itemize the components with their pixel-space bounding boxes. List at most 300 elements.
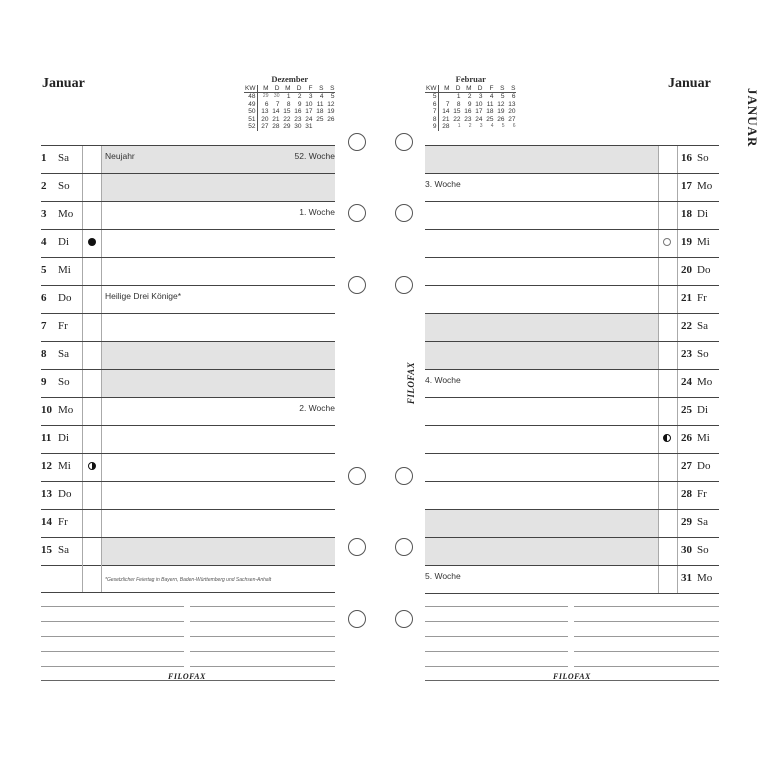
day-name: Sa <box>58 152 69 164</box>
column-divider <box>658 566 659 593</box>
left_page.mini_cal-week-row <box>244 123 335 131</box>
day-number: 7 <box>41 320 47 332</box>
column-divider <box>658 230 659 257</box>
note-line <box>425 666 568 667</box>
column-divider <box>101 342 102 369</box>
binder-hole <box>348 467 366 485</box>
week-number: 2. Woche <box>299 403 335 413</box>
right_page.mini_cal-day-cell: 6 <box>425 101 439 109</box>
column-divider <box>658 258 659 285</box>
day-number: 21 <box>681 292 692 304</box>
day-name: Sa <box>697 516 708 528</box>
left_page.mini_cal-day-cell: 23 <box>294 115 302 123</box>
right_page.mini_cal-day-cell: 2 <box>467 93 472 100</box>
day-number: 1 <box>41 152 47 164</box>
column-divider <box>658 202 659 229</box>
note-line <box>425 636 568 637</box>
right_page.mini_cal-day-cell: 5 <box>501 123 505 129</box>
left_page.mini_cal-day-cell: 31 <box>305 123 313 130</box>
day-name: Do <box>58 488 72 500</box>
column-divider <box>101 454 102 481</box>
day-row[interactable] <box>425 146 719 174</box>
day-name: Di <box>697 404 708 416</box>
day-row[interactable] <box>425 342 719 370</box>
new-moon-icon <box>88 238 96 246</box>
day-row[interactable] <box>41 314 335 342</box>
day-row[interactable] <box>41 174 335 202</box>
note-line <box>190 636 335 637</box>
right_page.mini_cal-day-cell: 24 <box>475 115 483 123</box>
note-line <box>190 606 335 607</box>
day-row[interactable] <box>425 230 719 258</box>
day-number: 29 <box>681 516 692 528</box>
left_page.mini_cal-day-cell: 49 <box>244 101 258 109</box>
right_page.mini_cal-day-cell: 6 <box>512 123 516 129</box>
column-divider <box>677 342 678 369</box>
left_page.mini_cal-week-row <box>244 116 335 124</box>
column-divider <box>677 482 678 509</box>
day-row[interactable] <box>425 426 719 454</box>
right_page.mini_cal-day-cell: 17 <box>475 108 483 115</box>
day-number: 28 <box>681 488 692 500</box>
right_page.mini_cal-day-cell: 1 <box>457 123 461 129</box>
right_page.mini_cal-day-cell: 26 <box>497 115 505 123</box>
left_page.mini_cal-header-row <box>244 85 335 93</box>
day-row[interactable] <box>41 146 335 174</box>
column-divider <box>82 146 83 173</box>
week-number: 4. Woche <box>425 375 461 385</box>
right_page.mini_cal-header-cell: M <box>461 85 472 93</box>
left_page.mini_cal-day-cell: 6 <box>264 100 269 108</box>
day-name: So <box>58 376 70 388</box>
note-line <box>41 651 184 652</box>
column-divider <box>658 286 659 313</box>
weekend-shading <box>101 538 335 565</box>
right_page.mini_cal-title: Februar <box>455 74 486 84</box>
left_page.mini_cal-title: Dezember <box>271 74 309 84</box>
weekend-shading <box>101 370 335 397</box>
day-name: Fr <box>697 488 707 500</box>
day-name: Sa <box>697 320 708 332</box>
day-number: 10 <box>41 404 52 416</box>
column-divider <box>101 398 102 425</box>
column-divider <box>82 454 83 481</box>
left_page.mini_cal-day-cell: 20 <box>261 115 269 123</box>
day-name: Mo <box>697 572 713 584</box>
right_page.mini_cal-day-cell: 9 <box>425 123 439 131</box>
column-divider <box>658 510 659 537</box>
left_page.mini_cal-day-cell: 13 <box>261 108 269 115</box>
day-number: 25 <box>681 404 692 416</box>
day-number: 19 <box>681 236 692 248</box>
column-divider <box>101 370 102 397</box>
column-divider <box>82 286 83 313</box>
day-number: 4 <box>41 236 47 248</box>
day-name: Mi <box>58 460 71 472</box>
column-divider <box>101 510 102 537</box>
day-number: 8 <box>41 348 47 360</box>
note-line <box>41 606 184 607</box>
day-number: 26 <box>681 432 692 444</box>
weekend-shading <box>425 314 659 341</box>
column-divider <box>82 398 83 425</box>
right_page.mini_cal-header-cell: KW <box>425 85 439 93</box>
left-month-title: Januar <box>42 76 85 91</box>
right_page.mini_cal-week-row <box>425 123 516 131</box>
day-row[interactable] <box>425 510 719 538</box>
day-row[interactable] <box>425 566 719 594</box>
day-number: 3 <box>41 208 47 220</box>
left_page.mini_cal-header-cell: D <box>291 85 302 93</box>
right_page.mini_cal-day-cell: 21 <box>442 115 450 123</box>
day-row[interactable] <box>41 258 335 286</box>
binder-hole <box>395 204 413 222</box>
note-line <box>574 651 719 652</box>
day-number: 14 <box>41 516 52 528</box>
note-line <box>574 666 719 667</box>
week-number: 3. Woche <box>425 179 461 189</box>
day-name: Sa <box>58 544 69 556</box>
day-name: Mo <box>697 180 713 192</box>
left_page.mini_cal-day-cell: 29 <box>262 93 269 99</box>
right_page.mini_cal-header-cell: M <box>439 85 451 93</box>
left_page.mini_cal-header-cell: M <box>258 85 270 93</box>
right_page.mini_cal-day-cell: 5 <box>500 93 505 100</box>
column-divider <box>101 258 102 285</box>
side-tab-label: JANUAR <box>745 88 760 148</box>
day-number: 9 <box>41 376 47 388</box>
right_page.mini_cal-day-cell: 28 <box>442 123 450 130</box>
column-divider <box>82 202 83 229</box>
column-divider <box>101 230 102 257</box>
right_page.mini_cal-day-cell: 3 <box>478 93 483 100</box>
day-name: Mo <box>697 376 713 388</box>
column-divider <box>82 342 83 369</box>
right_page.mini_cal-day-cell: 16 <box>464 108 472 115</box>
column-divider <box>658 342 659 369</box>
column-divider <box>677 314 678 341</box>
left_page.mini_cal-day-cell: 25 <box>316 115 324 123</box>
left_page.mini_cal-day-cell: 17 <box>305 108 313 115</box>
day-name: Fr <box>697 292 707 304</box>
right_page.mini_cal-day-cell: 22 <box>453 115 461 123</box>
column-divider <box>658 398 659 425</box>
left-footnote-row <box>41 565 335 593</box>
day-row[interactable] <box>41 454 335 482</box>
day-row[interactable] <box>41 482 335 510</box>
left_page.mini_cal-day-cell: 14 <box>272 108 280 115</box>
left_page.mini_cal-day-cell <box>324 123 335 131</box>
left-filofax-logo: FILOFAX <box>168 672 206 681</box>
right_page.mini_cal-day-cell: 10 <box>475 100 483 108</box>
day-number: 24 <box>681 376 692 388</box>
right_page.mini_cal-day-cell: 5 <box>425 93 439 101</box>
day-name: Fr <box>58 516 68 528</box>
column-divider <box>101 314 102 341</box>
binder-hole <box>395 538 413 556</box>
right_page.mini_cal-day-cell: 4 <box>490 123 494 129</box>
left_page.mini_cal-header-cell: S <box>324 85 335 93</box>
right_page.mini_cal-day-cell: 8 <box>425 116 439 124</box>
left_page.mini_cal-day-cell: 28 <box>272 123 280 130</box>
right_page.mini_cal-week-row <box>425 116 516 124</box>
right_page.mini_cal-day-cell: 25 <box>486 115 494 123</box>
column-divider <box>82 258 83 285</box>
column-divider <box>82 426 83 453</box>
left_page.mini_cal-day-cell: 26 <box>327 115 335 123</box>
weekend-shading <box>425 342 659 369</box>
day-row[interactable] <box>425 258 719 286</box>
day-number: 30 <box>681 544 692 556</box>
day-name: Do <box>58 292 72 304</box>
day-name: Mo <box>58 404 74 416</box>
column-divider <box>677 286 678 313</box>
right_page.mini_cal-day-cell: 19 <box>497 108 505 115</box>
left_page.mini_cal-week-row <box>244 108 335 116</box>
column-divider <box>677 510 678 537</box>
note-line <box>41 666 184 667</box>
weekend-shading <box>101 342 335 369</box>
left_page.mini_cal-day-cell: 27 <box>261 123 269 130</box>
day-name: Mo <box>58 208 74 220</box>
left_page.mini_cal-day-cell: 9 <box>297 100 302 108</box>
column-divider <box>658 146 659 173</box>
right_page.mini_cal-day-cell: 7 <box>445 100 450 108</box>
left_page.mini_cal-header-cell: F <box>302 85 313 93</box>
day-name: Fr <box>58 320 68 332</box>
column-divider <box>82 230 83 257</box>
mini-calendar-december <box>244 76 335 131</box>
left_page.mini_cal-day-cell: 11 <box>316 100 324 108</box>
column-divider <box>658 482 659 509</box>
binder-hole <box>348 133 366 151</box>
right_page.mini_cal-day-cell: 20 <box>508 108 516 115</box>
right_page.mini_cal-header-cell: F <box>483 85 494 93</box>
day-name: Mi <box>58 264 71 276</box>
binder-hole <box>348 276 366 294</box>
full-moon-icon <box>663 238 671 246</box>
last-moon-icon <box>663 434 671 442</box>
left_page.mini_cal-day-cell: 15 <box>283 108 291 115</box>
column-divider <box>101 426 102 453</box>
right_page.mini_cal-day-cell: 13 <box>508 100 516 108</box>
day-number: 20 <box>681 264 692 276</box>
mini-calendar-february <box>425 76 516 131</box>
week-number: 52. Woche <box>294 151 335 161</box>
left_page.mini_cal-day-cell: 30 <box>273 93 280 99</box>
left_page.mini_cal-header-cell: D <box>269 85 280 93</box>
column-divider <box>677 370 678 397</box>
week-number: 1. Woche <box>299 207 335 217</box>
note-line <box>574 636 719 637</box>
day-row[interactable] <box>41 538 335 566</box>
right_page.mini_cal-header-row <box>425 85 516 93</box>
binder-hole <box>395 467 413 485</box>
note-line <box>41 636 184 637</box>
day-row[interactable] <box>425 370 719 398</box>
day-row[interactable] <box>41 398 335 426</box>
right_page.mini_cal-header-cell: D <box>450 85 461 93</box>
day-number: 18 <box>681 208 692 220</box>
day-name: So <box>58 180 70 192</box>
left_page.mini_cal-day-cell: 2 <box>297 93 302 100</box>
column-divider <box>82 510 83 537</box>
column-divider <box>82 174 83 201</box>
column-divider <box>677 230 678 257</box>
left_page.mini_cal-day-cell: 3 <box>308 93 313 100</box>
column-divider <box>677 398 678 425</box>
column-divider <box>677 174 678 201</box>
column-divider <box>658 454 659 481</box>
right_page.mini_cal-day-cell: 7 <box>425 108 439 116</box>
column-divider <box>101 538 102 565</box>
column-divider <box>101 286 102 313</box>
column-divider <box>658 426 659 453</box>
day-row[interactable] <box>425 482 719 510</box>
left_page.mini_cal-day-cell: 18 <box>316 108 324 115</box>
column-divider <box>677 426 678 453</box>
right_page.mini_cal-day-cell: 1 <box>456 93 461 100</box>
right_page.mini_cal-day-cell: 18 <box>486 108 494 115</box>
column-divider <box>677 566 678 593</box>
right_page.mini_cal-day-cell: 2 <box>468 123 472 129</box>
column-divider <box>658 314 659 341</box>
right-month-title: Januar <box>668 76 711 91</box>
right_page.mini_cal-week-row <box>425 101 516 109</box>
right_page.mini_cal-day-cell: 15 <box>453 108 461 115</box>
left_page.mini_cal-day-cell: 52 <box>244 123 258 131</box>
day-row[interactable] <box>41 230 335 258</box>
column-divider <box>82 538 83 565</box>
first-moon-icon <box>88 462 96 470</box>
week-number: 5. Woche <box>425 571 461 581</box>
day-number: 11 <box>41 432 52 444</box>
day-row[interactable] <box>41 370 335 398</box>
right_page.mini_cal-day-cell: 4 <box>489 93 494 100</box>
left_page.mini_cal-day-cell: 1 <box>286 93 291 100</box>
day-name: So <box>697 544 709 556</box>
left_page.mini_cal-header-cell: KW <box>244 85 258 93</box>
day-row[interactable] <box>425 174 719 202</box>
left_page.mini_cal-day-cell: 30 <box>294 123 302 130</box>
column-divider <box>677 454 678 481</box>
day-number: 12 <box>41 460 52 472</box>
day-row[interactable] <box>425 286 719 314</box>
day-row[interactable] <box>425 398 719 426</box>
right_page.mini_cal-day-cell: 27 <box>508 115 516 123</box>
day-name: Sa <box>58 348 69 360</box>
left_page.mini_cal-day-cell: 21 <box>272 115 280 123</box>
day-name: So <box>697 152 709 164</box>
day-row[interactable] <box>41 510 335 538</box>
left_page.mini_cal-day-cell: 10 <box>305 100 313 108</box>
right_page.mini_cal-day-cell: 6 <box>511 93 516 100</box>
note-line <box>190 621 335 622</box>
day-number: 23 <box>681 348 692 360</box>
right_page.mini_cal-day-cell: 14 <box>442 108 450 115</box>
note-line <box>190 651 335 652</box>
binder-hole <box>348 610 366 628</box>
day-row[interactable] <box>425 314 719 342</box>
note-line <box>425 606 568 607</box>
day-number: 5 <box>41 264 47 276</box>
day-number: 2 <box>41 180 47 192</box>
day-row[interactable] <box>41 202 335 230</box>
day-row[interactable] <box>425 538 719 566</box>
right_page.mini_cal-grid <box>425 85 516 131</box>
day-name: Di <box>697 208 708 220</box>
right-filofax-logo: FILOFAX <box>553 672 591 681</box>
right_page.mini_cal-day-cell: 8 <box>456 100 461 108</box>
column-divider <box>101 174 102 201</box>
column-divider <box>101 202 102 229</box>
left_page.mini_cal-day-cell: 24 <box>305 115 313 123</box>
right_page.mini_cal-day-cell: 11 <box>486 100 494 108</box>
binder-hole <box>348 204 366 222</box>
day-number: 22 <box>681 320 692 332</box>
day-note: Neujahr <box>105 151 135 161</box>
binder-hole <box>395 276 413 294</box>
day-name: So <box>697 348 709 360</box>
binder-hole <box>395 133 413 151</box>
weekend-shading <box>425 510 659 537</box>
note-line <box>574 606 719 607</box>
column-divider <box>677 258 678 285</box>
day-row[interactable] <box>41 426 335 454</box>
column-divider <box>677 146 678 173</box>
left_page.mini_cal-week-row <box>244 101 335 109</box>
day-name: Do <box>697 264 711 276</box>
right_page.mini_cal-header-cell: S <box>505 85 516 93</box>
day-number: 31 <box>681 572 692 584</box>
right_page.mini_cal-day-cell: 23 <box>464 115 472 123</box>
left_page.mini_cal-day-cell: 12 <box>327 100 335 108</box>
left_page.mini_cal-grid <box>244 85 335 131</box>
left_page.mini_cal-day-cell <box>313 123 324 131</box>
column-divider <box>82 482 83 509</box>
left_page.mini_cal-day-cell: 29 <box>283 123 291 130</box>
column-divider <box>82 370 83 397</box>
right_page.mini_cal-day-cell: 9 <box>467 100 472 108</box>
column-divider <box>101 146 102 173</box>
day-row[interactable] <box>41 342 335 370</box>
column-divider <box>677 538 678 565</box>
column-divider <box>677 202 678 229</box>
weekend-shading <box>425 538 659 565</box>
weekend-shading <box>425 146 659 173</box>
right_page.mini_cal-day-cell: 12 <box>497 100 505 108</box>
day-number: 13 <box>41 488 52 500</box>
note-line <box>190 666 335 667</box>
day-row[interactable] <box>41 286 335 314</box>
left_page.mini_cal-day-cell: 51 <box>244 116 258 124</box>
day-note: Heilige Drei Könige* <box>105 291 182 301</box>
right_page.mini_cal-day-cell: 3 <box>479 123 483 129</box>
left_page.mini_cal-day-cell: 19 <box>327 108 335 115</box>
left_page.mini_cal-day-cell: 5 <box>330 93 335 100</box>
day-row[interactable] <box>425 202 719 230</box>
left_page.mini_cal-week-row <box>244 93 335 101</box>
right_page.mini_cal-header-cell: D <box>472 85 483 93</box>
column-divider <box>658 370 659 397</box>
day-row[interactable] <box>425 454 719 482</box>
left_page.mini_cal-day-cell: 8 <box>286 100 291 108</box>
day-number: 15 <box>41 544 52 556</box>
day-name: Mi <box>697 236 710 248</box>
left_page.mini_cal-header-cell: S <box>313 85 324 93</box>
left_page.mini_cal-header-cell: M <box>280 85 291 93</box>
day-number: 27 <box>681 460 692 472</box>
